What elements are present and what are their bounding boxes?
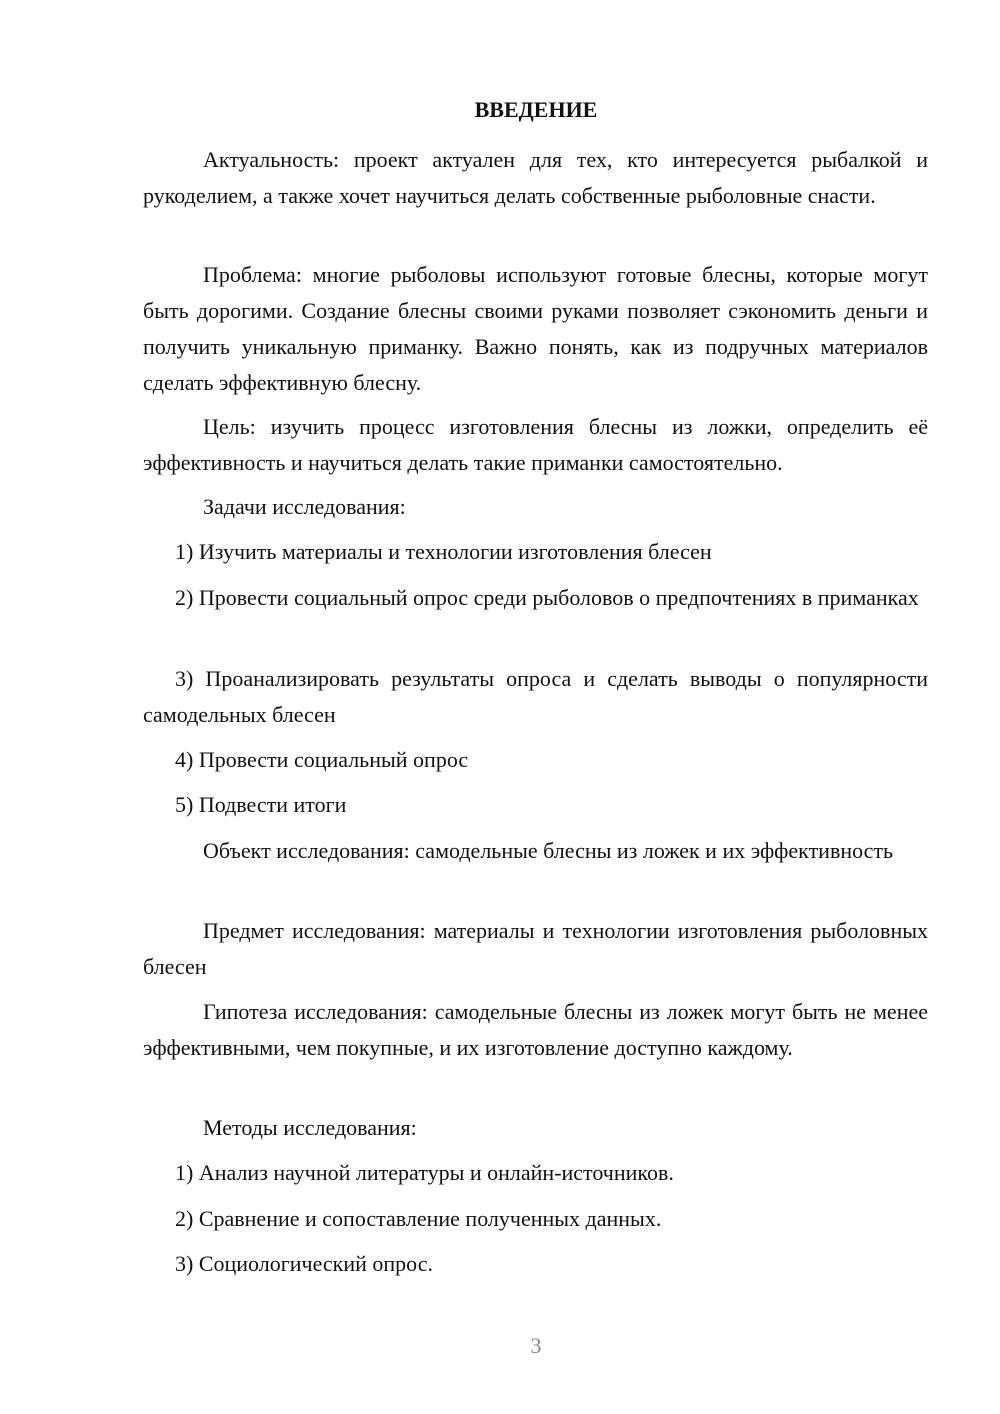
paragraph-tasks-heading: Задачи исследования: bbox=[203, 494, 406, 519]
method-item-2: 2) Сравнение и сопоставление полученных данных. bbox=[175, 1206, 662, 1231]
paragraph-goal: Цель: изучить процесс изготовления блесны из ложки, определить её эффективность и научиться делать такие приманки самостоятельно. bbox=[143, 414, 928, 475]
paragraph-research-subject: Предмет исследования: материалы и технологии изготовления рыболовных блесен bbox=[143, 918, 928, 979]
task-item-4: 4) Провести социальный опрос bbox=[175, 747, 469, 772]
task-item-5: 5) Подвести итоги bbox=[175, 792, 347, 817]
method-item-3: 3) Социологический опрос. bbox=[175, 1251, 433, 1276]
task-item-3: 3) Проанализировать результаты опроса и сделать выводы о популярности самодельных блесен bbox=[143, 666, 928, 727]
task-item-2: 2) Провести социальный опрос среди рыболовов о предпочтениях в приманках bbox=[175, 585, 919, 610]
paragraph-hypothesis: Гипотеза исследования: самодельные блесны из ложек могут быть не менее эффективными, чем покупные, и их изготовление доступно каждому. bbox=[143, 999, 928, 1060]
page-number: 3 bbox=[530, 1333, 542, 1358]
page-title: ВВЕДЕНИЕ bbox=[474, 97, 598, 122]
method-item-1: 1) Анализ научной литературы и онлайн-источников. bbox=[175, 1160, 674, 1185]
paragraph-problem: Проблема: многие рыболовы используют готовые блесны, которые могут быть дорогими. Создание блесны своими руками позволяет сэкономить деньги и получить уникальную приманку. Важно понять, как из подручных материалов сделать эффективную блесну. bbox=[143, 262, 928, 395]
task-item-1: 1) Изучить материалы и технологии изготовления блесен bbox=[175, 539, 712, 564]
paragraph-research-object: Объект исследования: самодельные блесны из ложек и их эффективность bbox=[203, 838, 894, 863]
paragraph-methods-heading: Методы исследования: bbox=[203, 1115, 417, 1140]
paragraph-relevance: Актуальность: проект актуален для тех, кто интересуется рыбалкой и рукоделием, а также хочет научиться делать собственные рыболовные снасти. bbox=[143, 147, 928, 208]
